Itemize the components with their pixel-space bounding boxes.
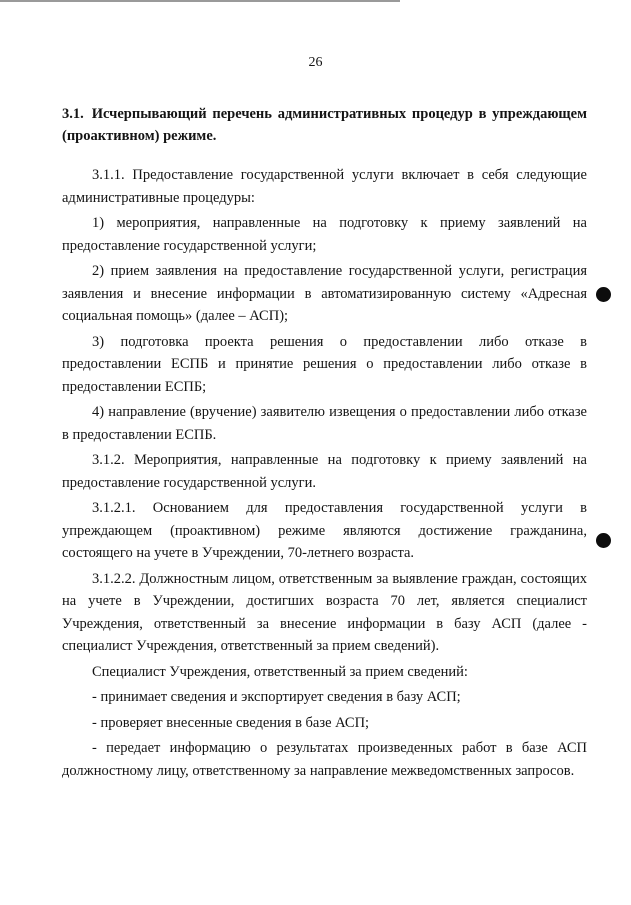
page-number: 26 [308,55,323,70]
document-body [62,164,587,785]
dash-item-3: - передает информацию о результатах произведенных работ в базе АСП должностному лицу, ответственному за направление межведомственных запросов. [62,740,587,779]
paragraph-3-1-2: 3.1.2. Мероприятия, направленные на подготовку к приему заявлений на предоставление государственной услуги. [62,452,587,491]
list-item-2: 2) прием заявления на предоставление государственной услуги, регистрация заявления и внесение информации в автоматизированную систему «Адресная социальная помощь» (далее – АСП); [62,263,587,324]
dash-item-2: - проверяет внесенные сведения в базе АСП; [92,714,370,731]
dash-item-1: - принимает сведения и экспортирует сведения в базу АСП; [92,689,461,705]
paragraph-3-1-2-1: 3.1.2.1. Основанием для предоставления государственной услуги в упреждающем (проактивном) режиме являются достижение гражданина, состоящего на учете в Учреждении, 70-летнего возраста. [62,500,587,561]
section-title-text: Исчерпывающий перечень административных процедур в упреждающем (проактивном) режиме. [62,106,587,144]
list-item-4: 4) направление (вручение) заявителю извещения о предоставлении либо отказе в предоставлении ЕСПБ. [62,404,587,443]
paragraph-3-1-2-2: 3.1.2.2. Должностным лицом, ответственным за выявление граждан, состоящих на учете в Учреждении, достигших возраста 70 лет, является специалист Учреждения, ответственный за внесение информации в базу АСП (далее - специалист Учреждения, ответственный за прием сведений). [62,570,587,654]
section-number: 3.1. [62,106,84,122]
paragraph-specialist-intro: Специалист Учреждения, ответственный за прием сведений: [92,663,468,680]
binder-hole-mark-bottom [596,533,611,548]
paragraph-3-1-1: 3.1.1. Предоставление государственной услуги включает в себя следующие административные процедуры: [62,167,587,206]
list-item-1: 1) мероприятия, направленные на подготовку к приему заявлений на предоставление государственной услуги; [62,215,587,254]
list-item-3: 3) подготовка проекта решения о предоставлении либо отказе в предоставлении ЕСПБ и принятие решения о предоставлении либо отказе в предоставлении ЕСПБ; [62,333,587,395]
binder-hole-mark-top [596,287,611,302]
page-top-edge [0,0,400,2]
section-heading [62,103,587,147]
